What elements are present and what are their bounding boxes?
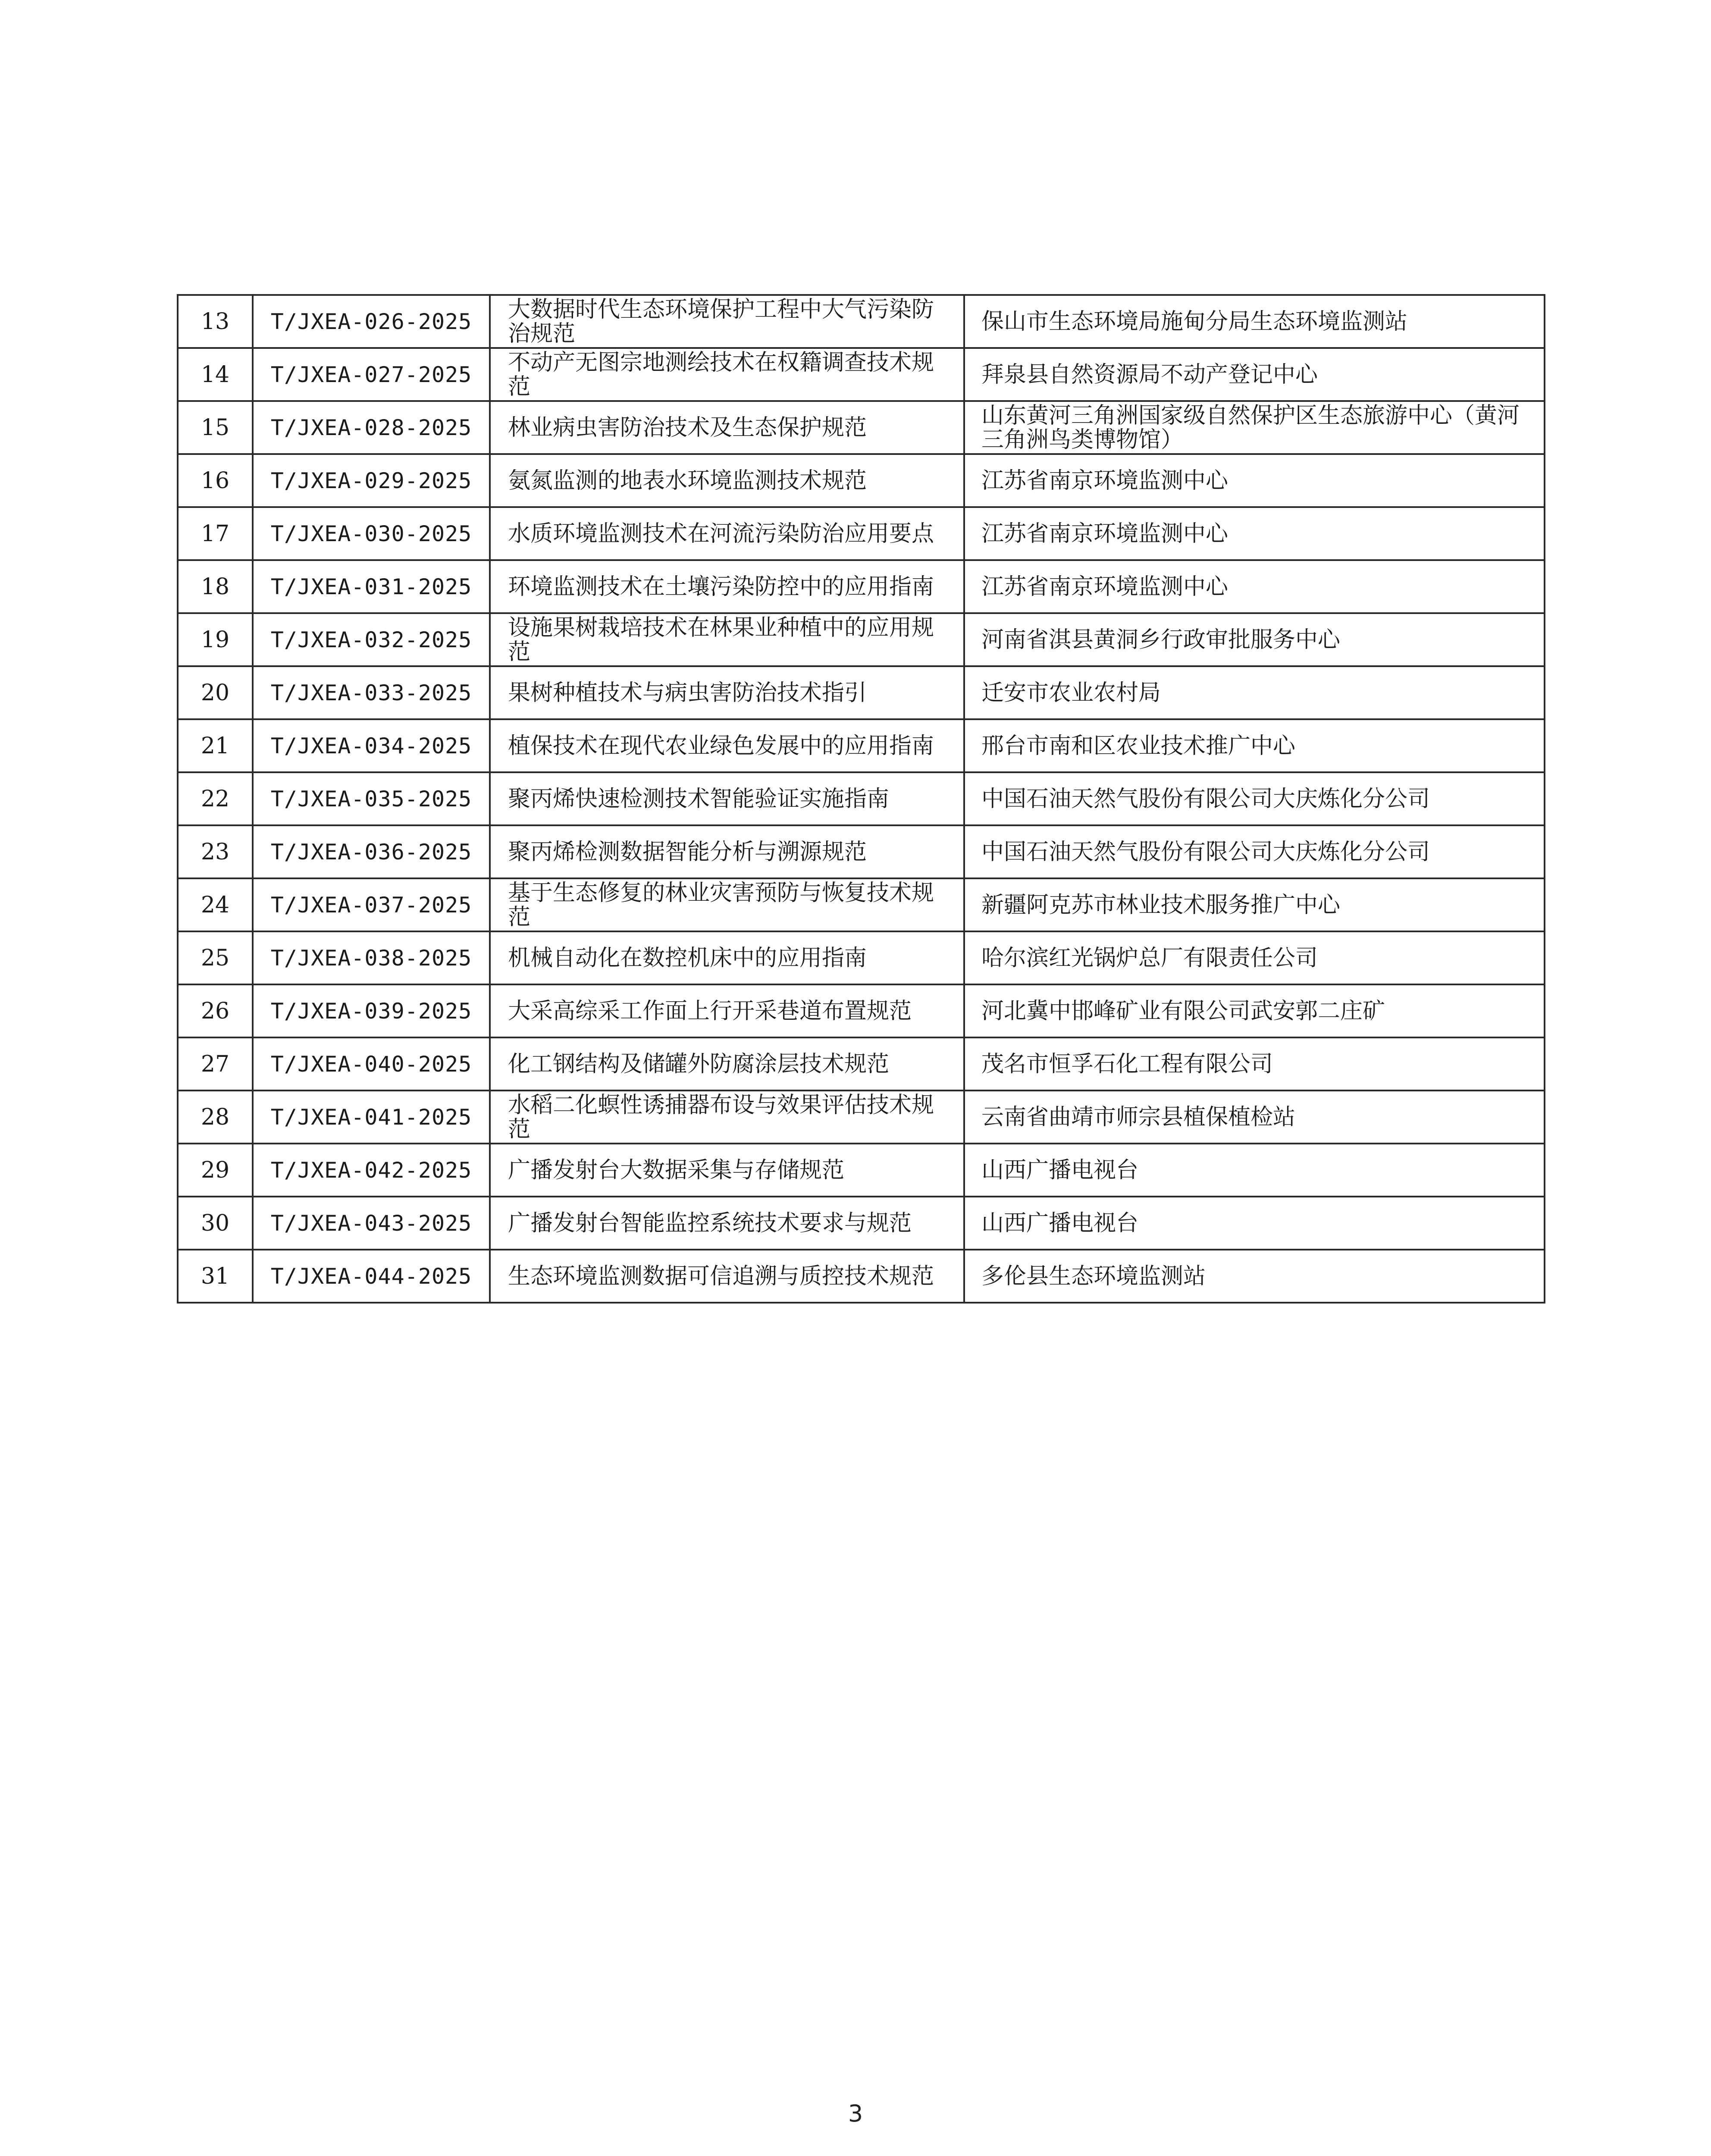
organization-cell: 拜泉县自然资源局不动产登记中心 [964, 348, 1545, 401]
standard-name-cell: 生态环境监测数据可信追溯与质控技术规范 [490, 1250, 964, 1303]
standard-name-cell: 化工钢结构及储罐外防腐涂层技术规范 [490, 1037, 964, 1091]
organization-cell: 邢台市南和区农业技术推广中心 [964, 719, 1545, 772]
standard-code-cell: T/JXEA-034-2025 [253, 719, 490, 772]
standard-name-cell: 大采高综采工作面上行开采巷道布置规范 [490, 984, 964, 1037]
standard-name-cell: 水质环境监测技术在河流污染防治应用要点 [490, 507, 964, 560]
row-number-cell: 28 [178, 1091, 253, 1144]
standard-code-cell: T/JXEA-036-2025 [253, 825, 490, 878]
organization-cell: 江苏省南京环境监测中心 [964, 454, 1545, 507]
standard-code-cell: T/JXEA-040-2025 [253, 1037, 490, 1091]
organization-cell: 茂名市恒孚石化工程有限公司 [964, 1037, 1545, 1091]
organization-cell: 山西广播电视台 [964, 1197, 1545, 1250]
standard-name-cell: 广播发射台大数据采集与存储规范 [490, 1144, 964, 1197]
standard-name-cell: 基于生态修复的林业灾害预防与恢复技术规范 [490, 878, 964, 931]
organization-cell: 迁安市农业农村局 [964, 666, 1545, 719]
row-number-cell: 17 [178, 507, 253, 560]
standard-code-cell: T/JXEA-031-2025 [253, 560, 490, 613]
organization-cell: 山东黄河三角洲国家级自然保护区生态旅游中心（黄河三角洲鸟类博物馆） [964, 401, 1545, 454]
standard-code-cell: T/JXEA-032-2025 [253, 613, 490, 666]
standard-code-cell: T/JXEA-042-2025 [253, 1144, 490, 1197]
row-number-cell: 31 [178, 1250, 253, 1303]
row-number-cell: 23 [178, 825, 253, 878]
row-number-cell: 21 [178, 719, 253, 772]
table-row [178, 1144, 1545, 1197]
table-row [178, 507, 1545, 560]
organization-cell: 山西广播电视台 [964, 1144, 1545, 1197]
standard-name-cell: 设施果树栽培技术在林果业种植中的应用规范 [490, 613, 964, 666]
standard-code-cell: T/JXEA-039-2025 [253, 984, 490, 1037]
standards-table-body [178, 295, 1545, 1303]
standard-name-cell: 环境监测技术在土壤污染防控中的应用指南 [490, 560, 964, 613]
standard-name-cell: 不动产无图宗地测绘技术在权籍调查技术规范 [490, 348, 964, 401]
standard-code-cell: T/JXEA-037-2025 [253, 878, 490, 931]
standard-name-cell: 植保技术在现代农业绿色发展中的应用指南 [490, 719, 964, 772]
standard-code-cell: T/JXEA-044-2025 [253, 1250, 490, 1303]
row-number-cell: 22 [178, 772, 253, 825]
table-row [178, 772, 1545, 825]
row-number-cell: 14 [178, 348, 253, 401]
standard-code-cell: T/JXEA-043-2025 [253, 1197, 490, 1250]
organization-cell: 新疆阿克苏市林业技术服务推广中心 [964, 878, 1545, 931]
table-row [178, 348, 1545, 401]
standard-name-cell: 大数据时代生态环境保护工程中大气污染防治规范 [490, 295, 964, 348]
standard-name-cell: 广播发射台智能监控系统技术要求与规范 [490, 1197, 964, 1250]
table-row [178, 1250, 1545, 1303]
organization-cell: 河北冀中邯峰矿业有限公司武安郭二庄矿 [964, 984, 1545, 1037]
table-row [178, 666, 1545, 719]
standard-name-cell: 果树种植技术与病虫害防治技术指引 [490, 666, 964, 719]
standard-code-cell: T/JXEA-028-2025 [253, 401, 490, 454]
row-number-cell: 20 [178, 666, 253, 719]
standard-name-cell: 聚丙烯检测数据智能分析与溯源规范 [490, 825, 964, 878]
standard-name-cell: 聚丙烯快速检测技术智能验证实施指南 [490, 772, 964, 825]
table-row [178, 1197, 1545, 1250]
organization-cell: 云南省曲靖市师宗县植保植检站 [964, 1091, 1545, 1144]
organization-cell: 哈尔滨红光锅炉总厂有限责任公司 [964, 931, 1545, 984]
organization-cell: 中国石油天然气股份有限公司大庆炼化分公司 [964, 825, 1545, 878]
standard-code-cell: T/JXEA-030-2025 [253, 507, 490, 560]
row-number-cell: 18 [178, 560, 253, 613]
organization-cell: 江苏省南京环境监测中心 [964, 507, 1545, 560]
organization-cell: 江苏省南京环境监测中心 [964, 560, 1545, 613]
standard-name-cell: 林业病虫害防治技术及生态保护规范 [490, 401, 964, 454]
table-row [178, 1037, 1545, 1091]
standard-code-cell: T/JXEA-027-2025 [253, 348, 490, 401]
row-number-cell: 15 [178, 401, 253, 454]
row-number-cell: 16 [178, 454, 253, 507]
organization-cell: 多伦县生态环境监测站 [964, 1250, 1545, 1303]
row-number-cell: 24 [178, 878, 253, 931]
standard-code-cell: T/JXEA-026-2025 [253, 295, 490, 348]
page-number: 3 [848, 2100, 863, 2127]
row-number-cell: 19 [178, 613, 253, 666]
standard-code-cell: T/JXEA-041-2025 [253, 1091, 490, 1144]
organization-cell: 保山市生态环境局施甸分局生态环境监测站 [964, 295, 1545, 348]
organization-cell: 中国石油天然气股份有限公司大庆炼化分公司 [964, 772, 1545, 825]
row-number-cell: 25 [178, 931, 253, 984]
row-number-cell: 29 [178, 1144, 253, 1197]
table-row [178, 560, 1545, 613]
table-row [178, 984, 1545, 1037]
table-row [178, 825, 1545, 878]
standards-table [177, 294, 1545, 1304]
table-row [178, 931, 1545, 984]
organization-cell: 河南省淇县黄洞乡行政审批服务中心 [964, 613, 1545, 666]
standard-code-cell: T/JXEA-029-2025 [253, 454, 490, 507]
table-row [178, 401, 1545, 454]
table-row [178, 295, 1545, 348]
row-number-cell: 13 [178, 295, 253, 348]
standard-code-cell: T/JXEA-035-2025 [253, 772, 490, 825]
row-number-cell: 26 [178, 984, 253, 1037]
row-number-cell: 30 [178, 1197, 253, 1250]
standard-name-cell: 机械自动化在数控机床中的应用指南 [490, 931, 964, 984]
table-row [178, 613, 1545, 666]
table-row [178, 1091, 1545, 1144]
standard-name-cell: 氨氮监测的地表水环境监测技术规范 [490, 454, 964, 507]
standard-code-cell: T/JXEA-038-2025 [253, 931, 490, 984]
table-row [178, 454, 1545, 507]
table-row [178, 719, 1545, 772]
row-number-cell: 27 [178, 1037, 253, 1091]
standard-name-cell: 水稻二化螟性诱捕器布设与效果评估技术规范 [490, 1091, 964, 1144]
standard-code-cell: T/JXEA-033-2025 [253, 666, 490, 719]
table-row [178, 878, 1545, 931]
